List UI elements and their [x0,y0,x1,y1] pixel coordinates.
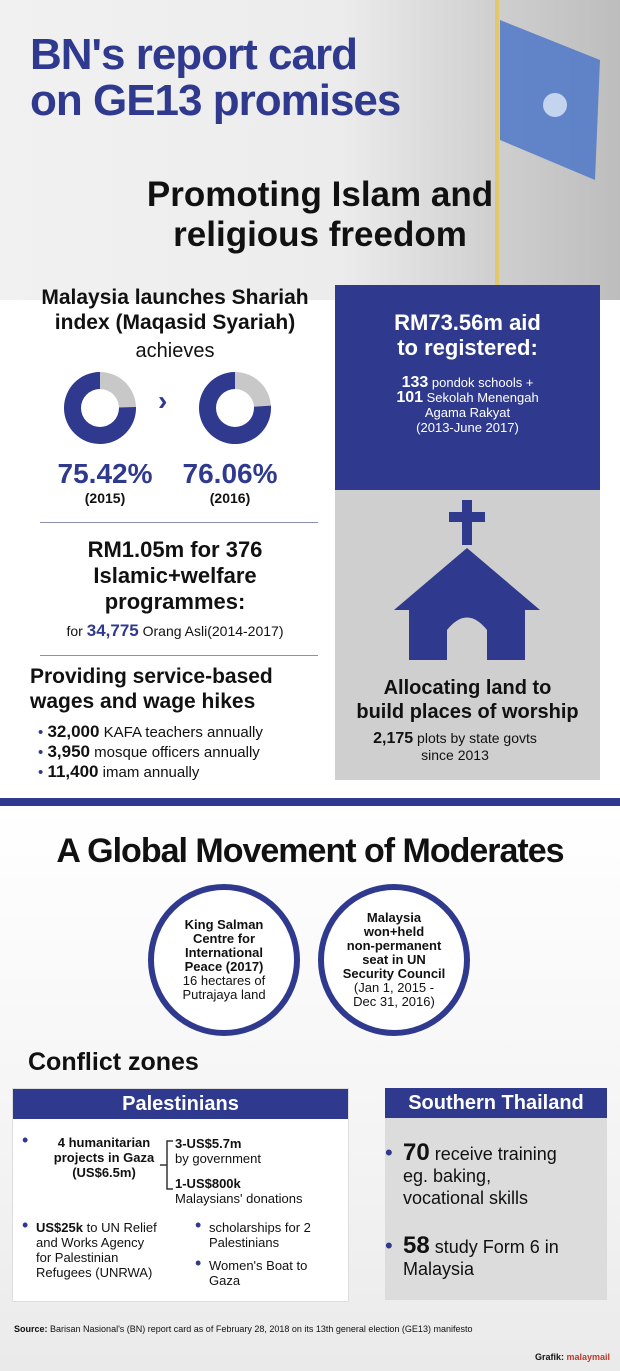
worship-heading: Allocating land to build places of worship [356,677,579,723]
list-item: • 3,950 mosque officers annually [38,742,260,761]
conflict-zones-title: Conflict zones [28,1048,199,1076]
king-salman-circle: King Salman Centre for International Peace (2017) 16 hectares of Putrajaya land [148,884,300,1036]
achieves-label: achieves [135,340,215,362]
value-2015: 75.42% [57,458,153,489]
value-2016: 76.06% [182,458,278,489]
wages-heading: Providing service-based wages and wage hikes [30,665,273,713]
year-2015: (2015) [84,490,126,506]
page-title: BN's report card on GE13 promises [30,30,401,125]
unrwa-item: • US$25k to UN Relief and Works Agency for Palestinian Refugees (UNRWA) [22,1215,157,1280]
womens-boat-item: • Women's Boat to Gaza [195,1253,308,1288]
source-note: Source: Barisan Nasional's (BN) report card as of February 28, 2018 on its 13th general election (GE13) manifesto [14,1324,473,1334]
flagpole [495,0,499,300]
gaza-split-bracket [160,1140,174,1190]
gaza-government: 3-US$5.7m by government [175,1136,261,1166]
flag-icon [500,20,600,180]
divider-line [40,522,318,523]
scholarships-item: • scholarships for 2 Palestinians [195,1215,311,1250]
wages-list [38,722,328,782]
section-title-moderates: A Global Movement of Moderates [56,832,564,870]
list-item: • 32,000 KAFA teachers annually [38,722,263,741]
aid-box: RM73.56m aid to registered: 133 pondok schools + 101 Sekolah Menengah Agama Rakyat (2013-June 2017) [335,285,600,490]
section-divider [0,798,620,806]
church-icon [385,500,550,665]
gaza-projects: • 4 humanitarian projects in Gaza (US$6.5m) [22,1130,155,1180]
donut-arrow: › [158,385,168,416]
thailand-form6-item: • 58 study Form 6 in Malaysia [385,1232,559,1279]
shariah-donut-chart [50,360,290,460]
donut-hole [81,389,119,427]
thailand-header: Southern Thailand [385,1088,607,1118]
section-title-islam: Promoting Islam and religious freedom [146,175,494,254]
divider-line [40,655,318,656]
orang-asli-text: for 34,775 Orang Asli(2014-2017) [66,621,284,640]
thailand-training-item: • 70 receive training eg. baking, vocational skills [385,1139,557,1208]
gaza-donations: 1-US$800k Malaysians' donations [175,1176,303,1206]
islamic-programmes-heading: RM1.05m for 376 Islamic+welfare programmes: [87,537,263,614]
list-item: • 11,400 imam annually [38,762,200,781]
palestinians-header: Palestinians [13,1089,348,1119]
year-2016: (2016) [209,490,251,506]
donut-hole [216,389,254,427]
worship-text: 2,175 plots by state govts since 2013 [373,730,537,763]
un-security-council-circle: Malaysia won+held non-permanent seat in UN Security Council (Jan 1, 2015 - Dec 31, 2016) [318,884,470,1036]
credit: Grafik: malaymail [534,1352,610,1362]
shariah-heading: Malaysia launches Shariah index (Maqasid Syariah) [41,286,309,334]
